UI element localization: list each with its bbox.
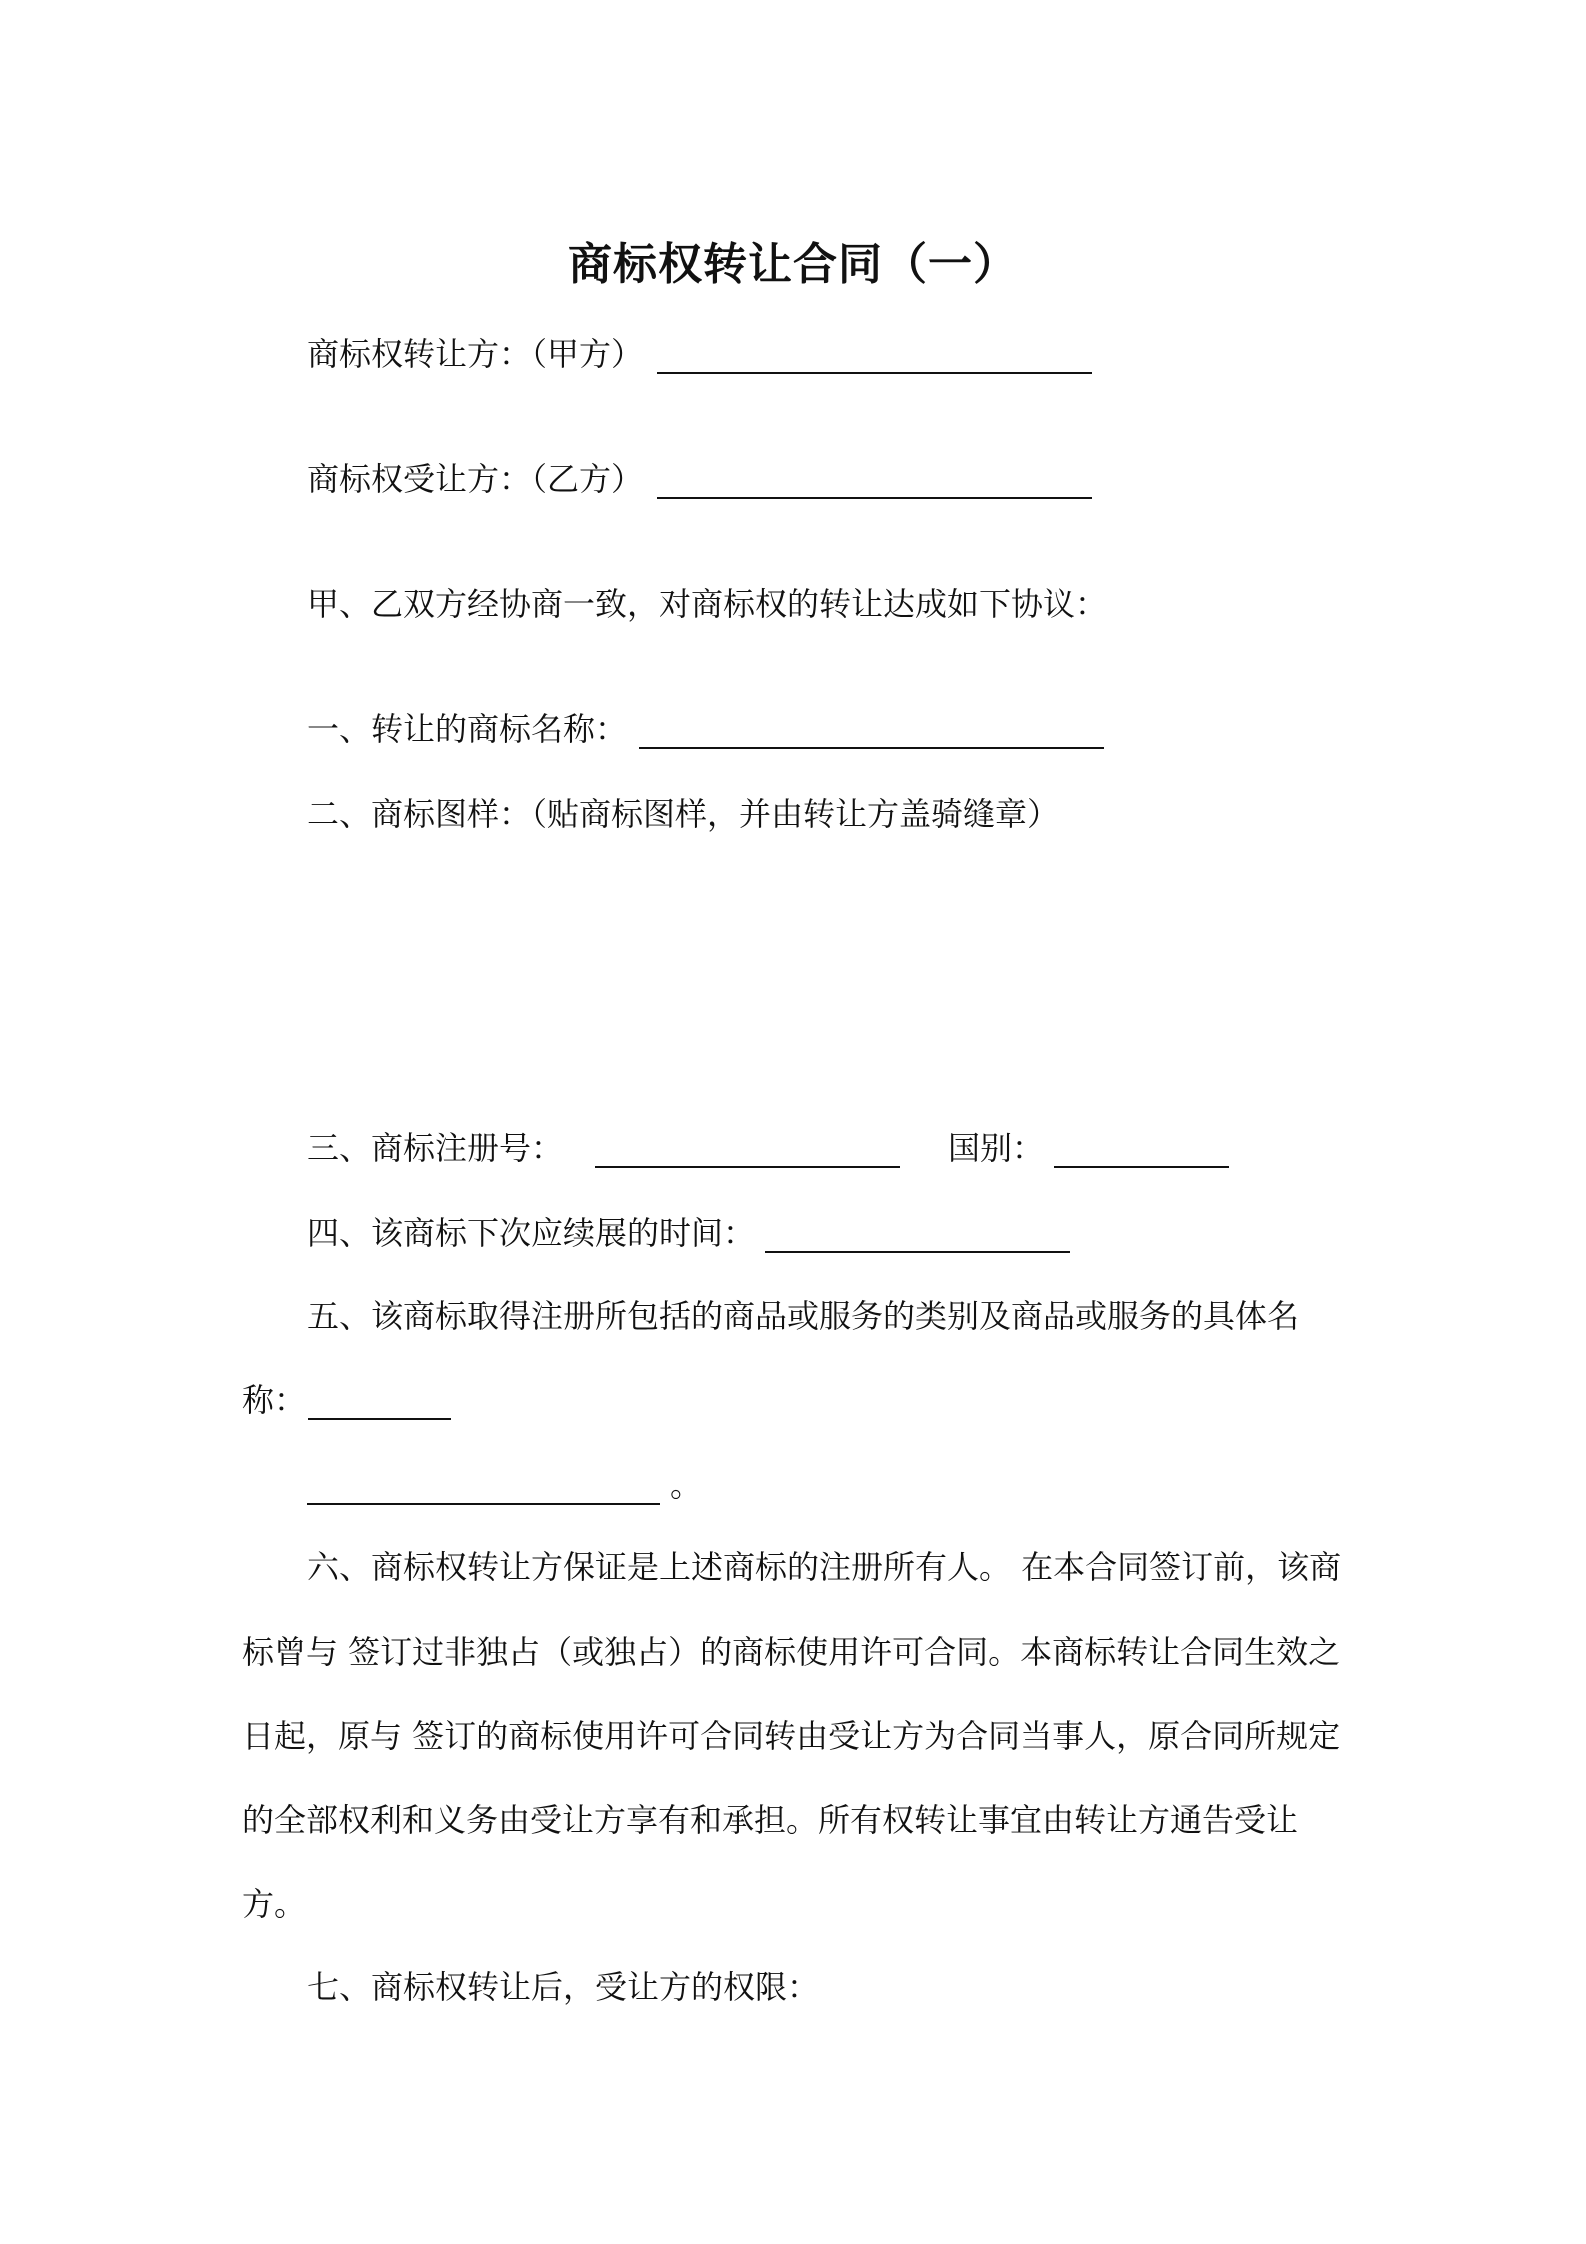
clause-3-line <box>307 1128 1229 1168</box>
party-a-label: 商标权转让方：（甲方） <box>307 335 644 373</box>
clause-5-label: 称： <box>242 1381 307 1419</box>
clause-7: 七、商标权转让后，受让方的权限： <box>307 1968 820 2006</box>
clause-6-line-1: 六、商标权转让方保证是上述商标的注册所有人。 在本合同签订前，该商 <box>307 1548 1342 1586</box>
trademark-name-blank[interactable] <box>639 711 1104 749</box>
country-blank[interactable] <box>1054 1130 1229 1168</box>
party-a-blank[interactable] <box>657 336 1092 374</box>
clause-3-label: 三、商标注册号： <box>307 1129 564 1167</box>
clause-6-line-2: 标曾与 签订过非独占（或独占）的商标使用许可合同。本商标转让合同生效之 <box>242 1633 1341 1671</box>
clause-5-end: 。 <box>670 1466 703 1504</box>
clause-1-label: 一、转让的商标名称： <box>307 710 628 748</box>
registration-number-blank[interactable] <box>595 1130 900 1168</box>
goods-name-blank-1[interactable] <box>308 1382 451 1420</box>
party-b-label: 商标权受让方：（乙方） <box>307 460 644 498</box>
clause-1-line <box>307 709 1104 749</box>
clause-5-line-1: 五、该商标取得注册所包括的商品或服务的类别及商品或服务的具体名 <box>307 1297 1300 1335</box>
clause-6-line-4: 的全部权利和义务由受让方享有和承担。所有权转让事宜由转让方通告受让 <box>242 1801 1299 1839</box>
clause-6-line-5: 方。 <box>242 1885 307 1923</box>
clause-6-line-3: 日起，原与 签订的商标使用许可合同转由受让方为合同当事人，原合同所规定 <box>242 1717 1341 1755</box>
renewal-time-blank[interactable] <box>765 1215 1070 1253</box>
document-title: 商标权转让合同（一） <box>568 239 1018 290</box>
party-a-line <box>307 334 1092 374</box>
clause-4-label: 四、该商标下次应续展的时间： <box>307 1214 756 1252</box>
preamble: 甲、乙双方经协商一致，对商标权的转让达成如下协议： <box>307 585 1108 623</box>
clause-3-country-label: 国别： <box>948 1129 1045 1167</box>
party-b-line <box>307 459 1092 499</box>
clause-5-line-3 <box>307 1465 702 1505</box>
clause-5-line-2 <box>242 1380 451 1420</box>
goods-name-blank-2[interactable] <box>307 1467 660 1505</box>
clause-4-line <box>307 1213 1070 1253</box>
party-b-blank[interactable] <box>657 461 1092 499</box>
clause-2: 二、商标图样：（贴商标图样，并由转让方盖骑缝章） <box>307 795 1060 833</box>
